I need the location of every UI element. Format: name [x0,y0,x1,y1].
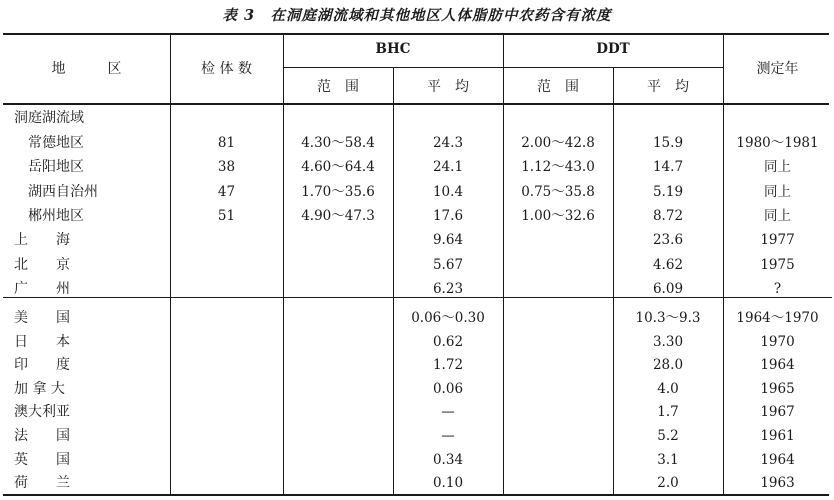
cell-year: 1964 [760,451,795,468]
cell-year: 1961 [760,428,795,444]
header-bhc-range: 范 围 [317,79,359,95]
cell-region: 郴州地区 [28,207,84,224]
cell-bhc-mean: — [441,404,455,421]
cell-bhc-mean: 0.06～0.30 [411,310,485,326]
cell-ddt-range: 0.75～35.8 [521,183,595,200]
cell-region: 美 国 [14,310,70,326]
cell-bhc-mean: 0.34 [432,451,464,468]
cell-region: 澳大利亚 [14,404,70,421]
cell-region: 上 海 [14,232,70,249]
cell-year: 1970 [760,333,795,350]
cell-region: 常德地区 [28,135,84,151]
cell-bhc-mean: 1.72 [432,357,464,374]
col-rule-2 [283,35,284,494]
group-label: 洞庭湖流域 [14,110,84,126]
cell-ddt-mean: 5.2 [657,428,679,444]
cell-bhc-mean: 0.62 [432,333,464,350]
cell-region: 广 州 [14,280,70,297]
cell-ddt-mean: 14.7 [652,159,684,176]
cell-ddt-mean: 4.62 [652,256,684,273]
cell-year: 1963 [760,475,795,492]
cell-bhc-range: 4.60～64.4 [301,159,375,176]
cell-samples: 81 [217,135,236,151]
cell-ddt-mean: 3.30 [652,333,684,350]
col-rule-4 [503,35,504,494]
cell-ddt-mean: 5.19 [652,183,684,200]
cell-ddt-range: 2.00～42.8 [521,135,595,151]
cell-year: 同上 [764,207,791,224]
cell-bhc-mean: 0.06 [432,380,464,397]
cell-year: 1964～1970 [736,310,819,326]
cell-bhc-range: 4.90～47.3 [301,207,375,224]
header-ddt: DDT [596,41,630,57]
cell-samples: 51 [217,207,236,224]
cell-year: 1980～1981 [736,135,819,151]
cell-region: 加 拿 大 [14,380,65,397]
cell-region: 北 京 [14,256,70,273]
cell-year: 1977 [760,232,795,249]
col-rule-1 [170,35,171,494]
cell-year: 1965 [760,380,795,397]
cell-region: 法 国 [14,428,70,444]
header-year: 测定年 [756,61,799,77]
cell-bhc-mean: 9.64 [432,232,464,249]
cell-ddt-mean: 23.6 [652,232,684,249]
cell-ddt-mean: 2.0 [657,475,679,492]
cell-ddt-mean: 28.0 [652,357,684,374]
cell-ddt-mean: 3.1 [657,451,679,468]
cell-ddt-mean: 4.0 [657,380,679,397]
cell-year: 1975 [760,256,795,273]
cell-ddt-range: 1.00～32.6 [521,207,595,224]
cell-region: 印 度 [14,357,70,374]
cell-region: 日 本 [14,333,70,350]
cell-bhc-mean: 17.6 [432,207,464,224]
cell-ddt-mean: 8.72 [652,207,684,224]
header-bhc-mean: 平 均 [427,79,469,95]
cell-samples: 38 [217,159,236,176]
cell-bhc-mean: 5.67 [432,256,464,273]
cell-bhc-mean: — [441,428,455,444]
cell-bhc-mean: 24.1 [432,159,464,176]
cell-samples: 47 [217,183,236,200]
cell-region: 荷 兰 [14,475,70,492]
cell-ddt-mean: 10.3～9.3 [635,310,701,326]
cell-year: 1967 [760,404,795,421]
cell-bhc-range: 4.30～58.4 [301,135,375,151]
cell-bhc-mean: 10.4 [432,183,464,200]
header-ddt-range: 范 围 [537,79,579,95]
header-region: 地 区 [51,61,122,77]
cell-bhc-mean: 0.10 [432,475,464,492]
bottom-rule [3,494,829,496]
cell-ddt-range: 1.12～43.0 [521,159,595,176]
cell-region: 湖西自治州 [28,183,98,200]
header-rule [3,103,829,105]
header-bhc: BHC [375,41,411,57]
cell-ddt-mean: 6.09 [652,280,684,297]
cell-year: 同上 [764,159,791,176]
table-title: 表 3 在洞庭湖流域和其他地区人体脂肪中农药含有浓度 [222,7,612,24]
cell-ddt-mean: 1.7 [657,404,679,421]
cell-bhc-range: 1.70～35.6 [301,183,375,200]
cell-year: ? [773,280,782,297]
top-rule [3,33,829,35]
cell-year: 1964 [760,357,795,374]
cell-region: 英 国 [14,451,70,468]
cell-year: 同上 [764,183,791,200]
header-samples: 检 体 数 [201,61,252,77]
cell-region: 岳阳地区 [28,159,84,176]
cell-bhc-mean: 24.3 [432,135,464,151]
cell-ddt-mean: 15.9 [652,135,684,151]
cell-bhc-mean: 6.23 [432,280,464,297]
header-ddt-mean: 平 均 [647,79,689,95]
